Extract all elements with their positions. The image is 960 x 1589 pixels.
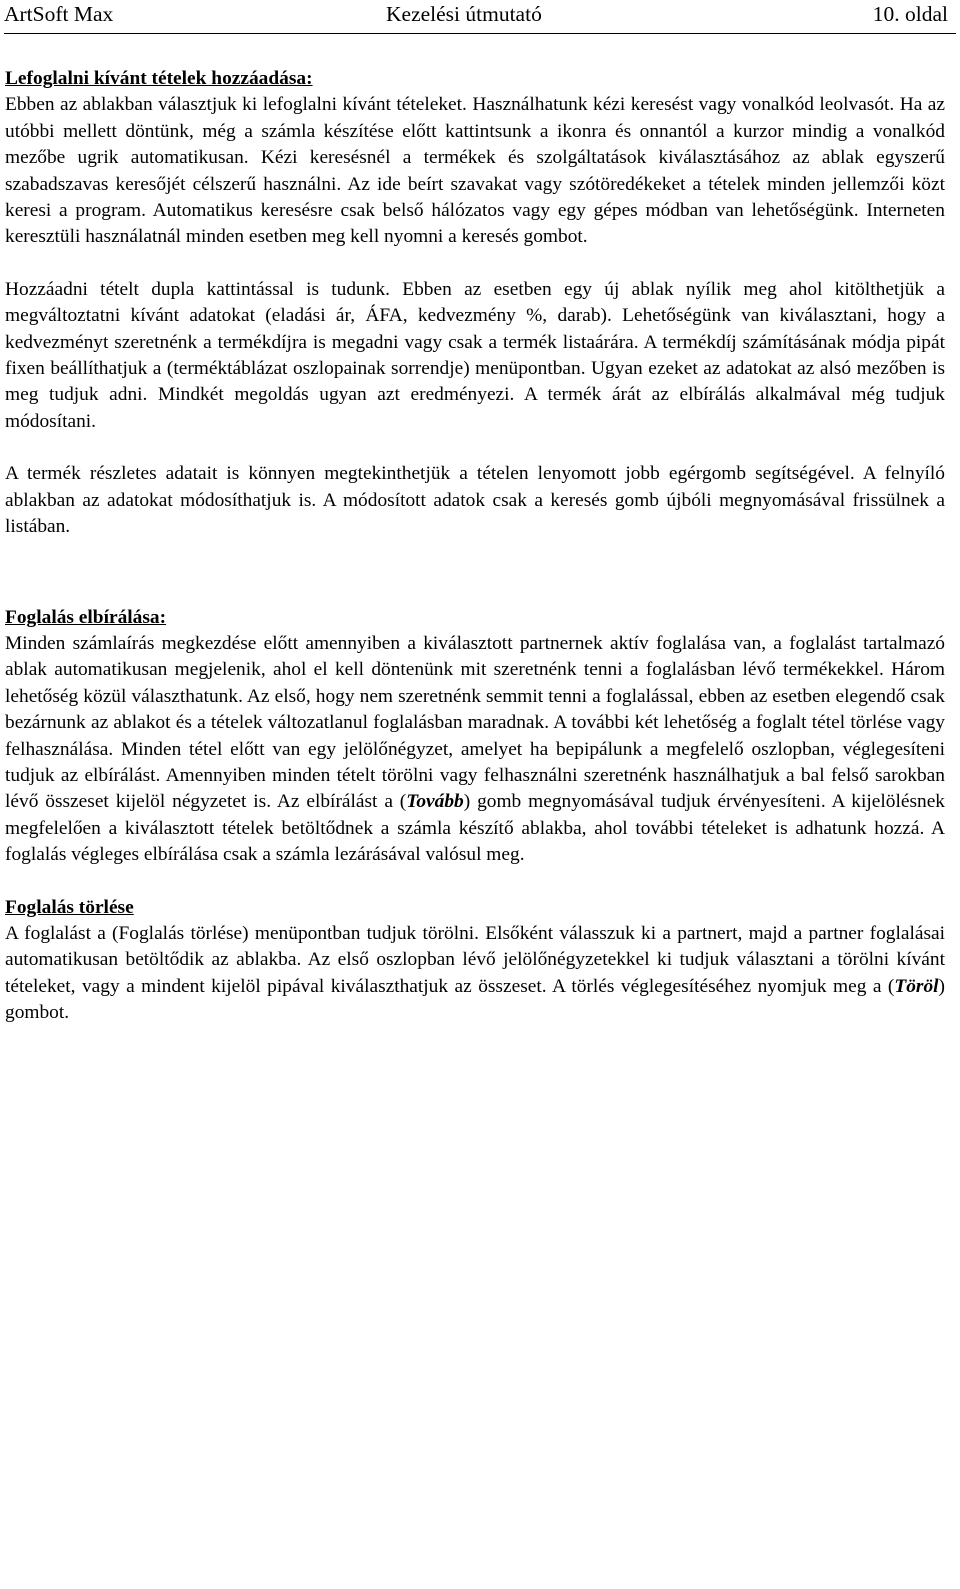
header-doc-title: Kezelési útmutató xyxy=(386,2,542,26)
paragraph-text: ) gombot. xyxy=(5,975,945,1024)
paragraph: A termék részletes adatait is könnyen megtekinthetjük a tételen lenyomott jobb egérgomb segítségével. A felnyíló ablakban az adatokat módosíthatjuk is. A módosított adatok csak a keresés gomb újbóli megnyomásával frissülnek a listában. xyxy=(5,463,945,538)
page-header xyxy=(4,0,956,34)
header-page-number: 10. oldal xyxy=(872,2,948,26)
section-heading xyxy=(5,895,945,921)
section-evaluation xyxy=(5,605,945,869)
paragraph xyxy=(5,921,945,1027)
paragraph-text: Minden számlaírás megkezdése előtt amennyiben a kiválasztott partnernek aktív foglalása van, a foglalást tartalmazó ablak automatikusan megjelenik, ahol el kell döntenünk mit szeretnénk tenni a foglalásban lévő termékekkel. Három lehetőség közül választhatunk. Az első, hogy nem szeretnénk semmit tenni a foglalással, ebben az esetben elegendő csak bezárnunk az ablakot és a tételek változatlanul foglalásban maradnak. A további két lehetőség a foglalt tétel törlése vagy felhasználása. Minden tétel előtt van egy jelölőnégyzet, amelyet ha bepipálunk a megfelelő oszlopban, véglegesíteni tudjuk az elbírálást. Amennyiben minden tételt törölni vagy felhasználni szeretnénk használhatjuk a bal felső sarokban lévő összeset kijelöl négyzetet is. Az elbírálást a ( xyxy=(5,632,945,813)
header-app-name: ArtSoft Max xyxy=(4,2,114,26)
section-add-items xyxy=(5,66,945,541)
button-name-torol: Töröl xyxy=(894,975,939,997)
paragraph: Hozzáadni tételt dupla kattintással is tudunk. Ebben az esetben egy új ablak nyílik meg ahol kitölthetjük a megváltoztatni kívánt adatokat (eladási ár, ÁFA, kedvezmény %, darab). Lehetőségünk van kiválasztani, hogy a kedvezményt szeretnénk a termékdíjra is megadni vagy csak a termék listaárára. A termékdíj számításának módja pipát fixen beállíthatjuk a (terméktáblázat oszlopainak sorrendje) menüpontban. Ugyan ezeket az adatokat az alsó mezőben is meg tudjuk adni. Mindkét megoldás ugyan azt eredményezi. A termék árát az elbírálás alkalmával még tudjuk módosítani. xyxy=(5,278,945,432)
section-heading xyxy=(5,605,945,631)
paragraph xyxy=(5,631,945,869)
paragraph-text: A foglalást a (Foglalás törlése) menüpontban tudjuk törölni. Elsőként válasszuk ki a partnert, majd a partner foglalásai automatikusan betöltődik az ablakba. Az első oszlopban lévő jelölőnégyzetekkel ki tudjuk választani a törölni kívánt tételeket, vagy a mindent kijelöl pipával kiválaszthatjuk az összeset. A törlés véglegesítéséhez nyomjuk meg a ( xyxy=(5,922,945,997)
heading-add-items: Lefoglalni kívánt tételek hozzáadása: xyxy=(5,68,313,89)
heading-deletion: Foglalás törlése xyxy=(5,896,134,918)
button-name-tovabb: Tovább xyxy=(406,791,464,813)
paragraph: Ebben az ablakban választjuk ki lefoglalni kívánt tételeket. Használhatunk kézi keresést vagy vonalkód leolvasót. Ha az utóbbi mellett döntünk, még a számla készítése előtt kattintsunk a ikonra és onnantól a kurzor mindig a vonalkód mezőbe ugrik automatikusan. Kézi keresésnél a termékek és szolgáltatások kiválasztásához az ablak egyszerű szabadszavas keresőjét célszerű használni. Az ide beírt szavakat vagy szótöredékeket a tételek minden jellemzői közt keresi a program. Automatikus keresésre csak belső hálózatos vagy egy gépes módban van lehetőségünk. Interneten keresztüli használatnál minden esetben meg kell nyomni a keresés gombot. xyxy=(5,94,945,248)
section-deletion xyxy=(5,895,945,1027)
section-heading xyxy=(5,66,945,92)
page-content xyxy=(5,66,945,1027)
paragraph-text: ) gomb megnyomásával tudjuk érvényesíteni. A kijelölésnek megfelelően a kiválasztott tételek betöltődnek a számla készítő ablakba, ahol további tételeket is adhatunk hozzá. A foglalás végleges elbírálása csak a számla lezárásával valósul meg. xyxy=(5,791,945,866)
heading-evaluation: Foglalás elbírálása: xyxy=(5,606,167,628)
